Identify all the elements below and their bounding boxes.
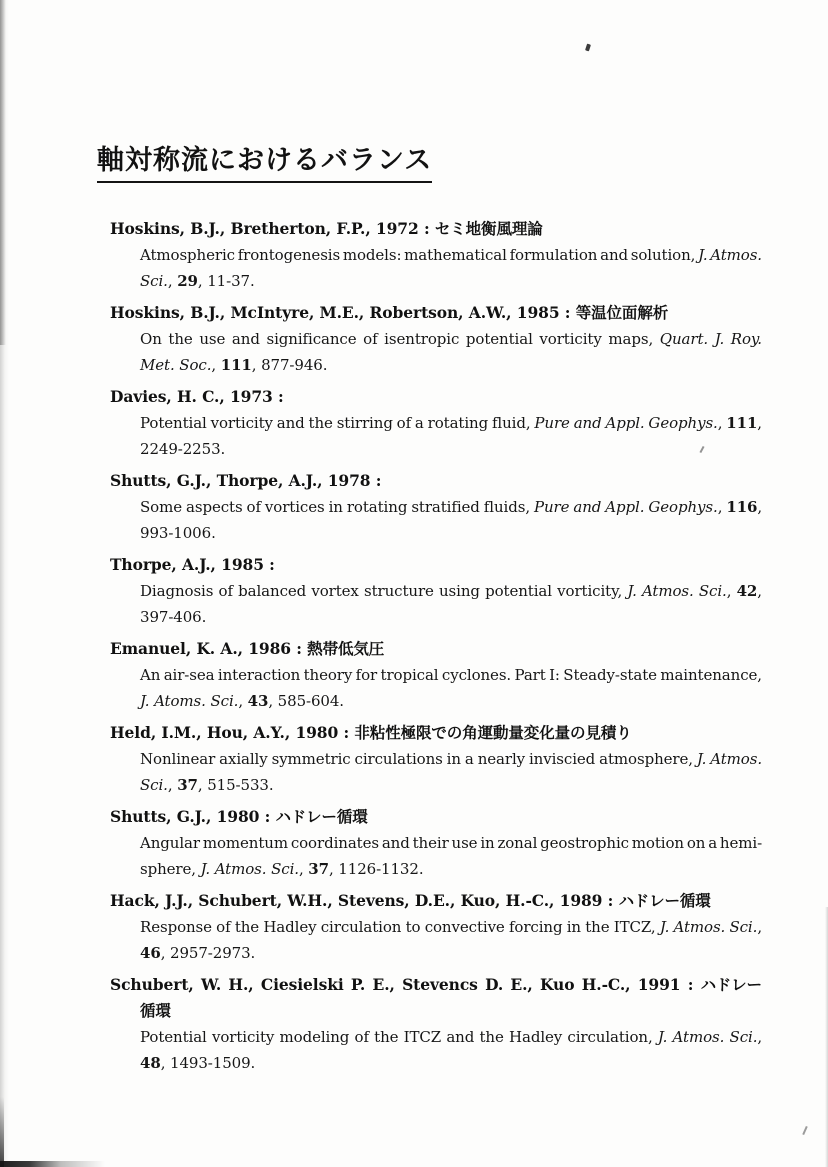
reference-body-line: Some aspects of vortices in rotating stratified fluids, Pure and Appl. Geophys., 116,	[140, 498, 763, 516]
page-title: 軸対称流におけるバランス	[97, 138, 432, 183]
reference-entry	[110, 888, 762, 966]
scan-artifact-left-edge-top	[0, 0, 6, 345]
reference-body-line: Sci., 29, 11-37.	[140, 272, 255, 290]
reference-body-line: Response of the Hadley circulation to convective forcing in the ITCZ, J. Atmos. Sci.,	[140, 918, 762, 936]
reference-body-line: 2249-2253.	[140, 440, 226, 458]
reference-body-line: Potential vorticity and the stirring of a rotating fluid, Pure and Appl. Geophys., 111,	[140, 414, 762, 432]
reference-heading-line: Shutts, G.J., 1980 : ハドレー循環	[110, 807, 368, 826]
reference-body-line: 46, 2957-2973.	[140, 944, 256, 962]
reference-heading-line: Emanuel, K. A., 1986 : 熱帯低気圧	[110, 639, 385, 658]
reference-body-line: sphere, J. Atmos. Sci., 37, 1126-1132.	[140, 860, 424, 878]
reference-body-line: 48, 1493-1509.	[140, 1054, 256, 1072]
scan-artifact-bottom-corner	[0, 1097, 4, 1167]
reference-heading-line: Shutts, G.J., Thorpe, A.J., 1978 :	[110, 471, 382, 490]
reference-entry	[110, 552, 762, 630]
reference-heading-line: Hack, J.J., Schubert, W.H., Stevens, D.E., Kuo, H.-C., 1989 : ハドレー循環	[110, 891, 711, 910]
reference-entry	[110, 972, 762, 1076]
reference-heading-line: Hoskins, B.J., Bretherton, F.P., 1972 : セミ地衡風理論	[110, 219, 543, 238]
reference-entry	[110, 720, 762, 798]
reference-body-line: An air-sea interaction theory for tropical cyclones. Part I: Steady-state maintenance,	[140, 666, 762, 684]
reference-entry	[110, 216, 762, 294]
reference-heading-line: 循環	[140, 1001, 171, 1020]
reference-entry	[110, 804, 762, 882]
reference-heading-line: Thorpe, A.J., 1985 :	[110, 555, 275, 574]
reference-entry	[110, 384, 762, 462]
reference-heading-line: Hoskins, B.J., McIntyre, M.E., Robertson, A.W., 1985 : 等温位面解析	[110, 303, 669, 322]
scan-artifact-speck	[585, 44, 591, 52]
reference-body-line: Diagnosis of balanced vortex structure using potential vorticity, J. Atmos. Sci., 42,	[140, 582, 762, 600]
reference-body-line: Atmospheric frontogenesis models: mathematical formulation and solution, J. Atmos.	[140, 246, 762, 264]
reference-heading-line: Schubert, W. H., Ciesielski P. E., Stevencs D. E., Kuo H.-C., 1991 : ハドレー	[110, 975, 762, 994]
reference-body-line: Nonlinear axially symmetric circulations in a nearly inviscied atmosphere, J. Atmos.	[140, 750, 762, 768]
reference-body-line: 397-406.	[140, 608, 207, 626]
scan-artifact-bottom-smudge	[0, 1161, 105, 1167]
reference-entry	[110, 300, 762, 378]
reference-entry	[110, 468, 762, 546]
reference-list	[110, 216, 762, 1082]
reference-body-line: Sci., 37, 515-533.	[140, 776, 274, 794]
reference-body-line: Angular momentum coordinates and their use in zonal geostrophic motion on a hemi-	[140, 834, 763, 852]
reference-body-line: 993-1006.	[140, 524, 216, 542]
scan-artifact-tick-bottom	[802, 1126, 807, 1135]
reference-body-line: Met. Soc., 111, 877-946.	[140, 356, 328, 374]
reference-entry	[110, 636, 762, 714]
reference-body-line: On the use and significance of isentropic potential vorticity maps, Quart. J. Roy.	[140, 330, 762, 348]
reference-heading-line: Davies, H. C., 1973 :	[110, 387, 284, 406]
reference-body-line: J. Atoms. Sci., 43, 585-604.	[140, 692, 344, 710]
reference-heading-line: Held, I.M., Hou, A.Y., 1980 : 非粘性極限での角運動量変化量の見積り	[110, 723, 632, 742]
title-block	[97, 138, 432, 183]
reference-body-line: Potential vorticity modeling of the ITCZ and the Hadley circulation, J. Atmos. Sci.,	[140, 1028, 763, 1046]
